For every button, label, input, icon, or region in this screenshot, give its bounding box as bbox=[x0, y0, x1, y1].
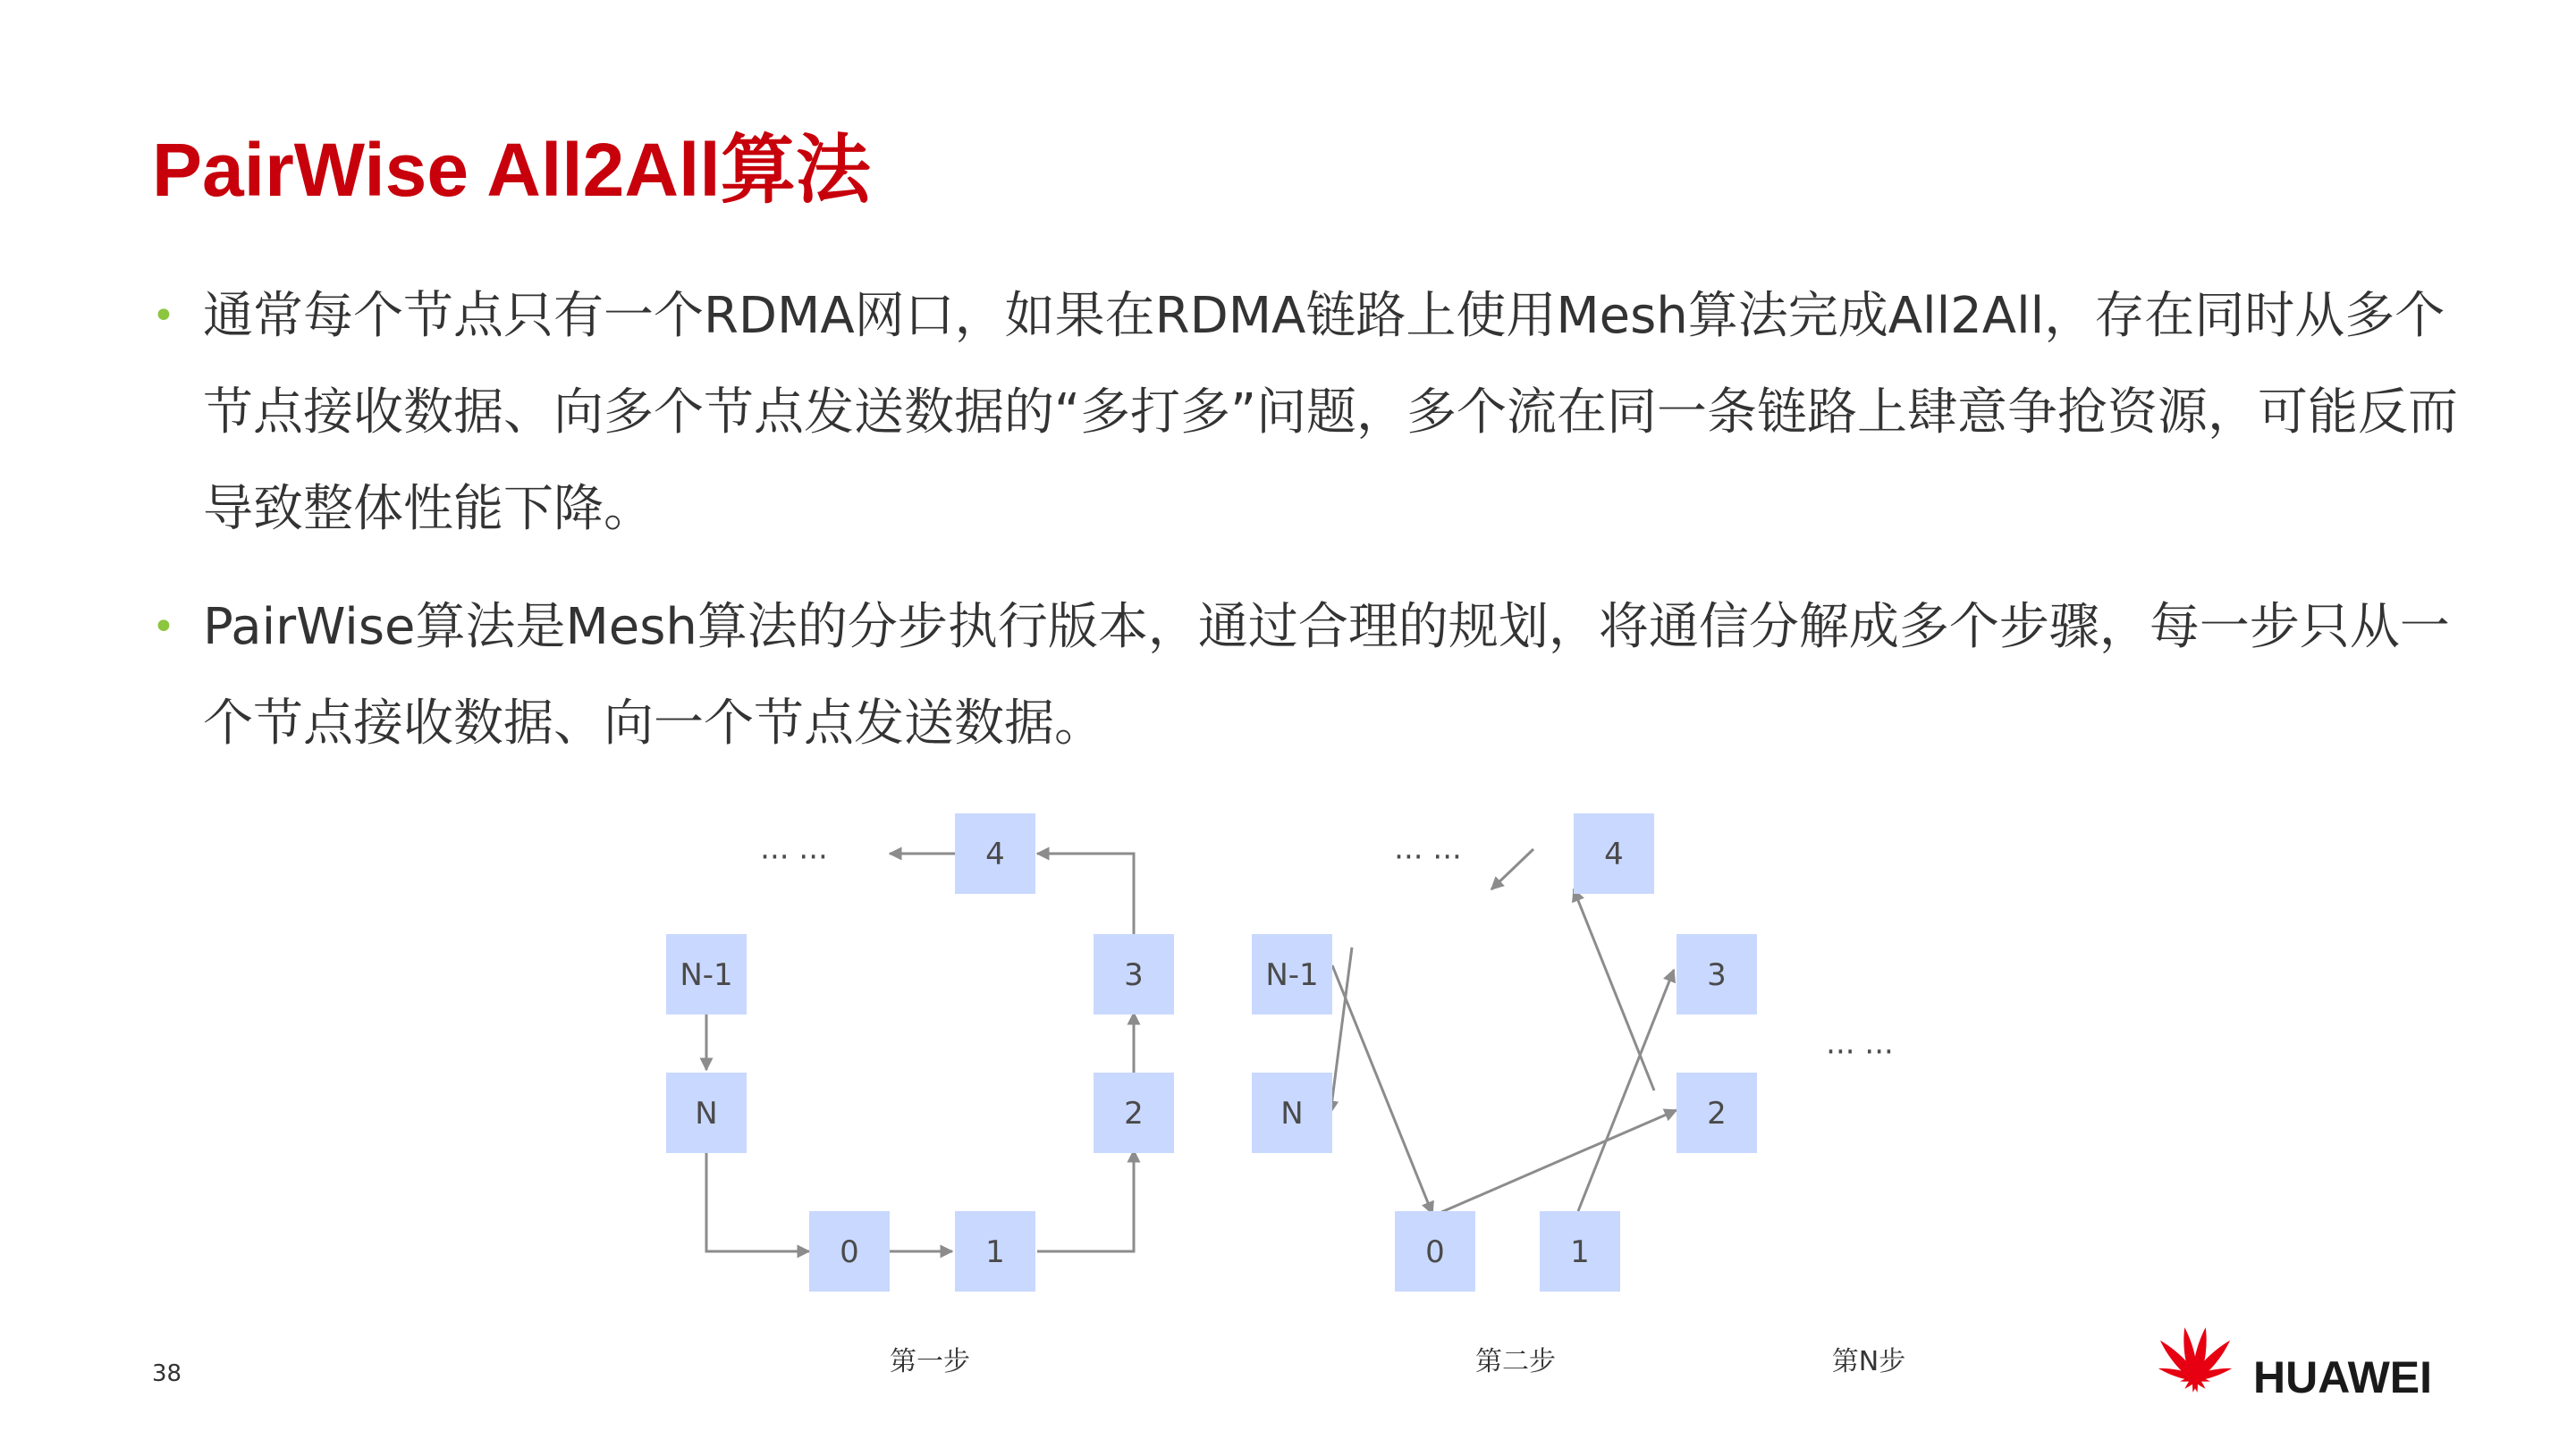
node-1 bbox=[1540, 1211, 1620, 1292]
svg-text:0: 0 bbox=[1425, 1234, 1445, 1270]
svg-text:0: 0 bbox=[840, 1234, 859, 1270]
arrow-2-to-4 bbox=[1574, 889, 1654, 1090]
svg-text:3: 3 bbox=[1707, 957, 1727, 993]
svg-text:4: 4 bbox=[1604, 837, 1624, 872]
node-3 bbox=[1094, 934, 1174, 1014]
arrow-0-to-2 bbox=[1440, 1110, 1677, 1213]
svg-text:N: N bbox=[695, 1096, 718, 1132]
step1-diagram bbox=[666, 813, 1174, 1377]
step2-diagram bbox=[1252, 813, 1757, 1377]
huawei-petals-icon bbox=[2158, 1326, 2233, 1393]
node-1 bbox=[955, 1211, 1035, 1292]
node-4 bbox=[1574, 813, 1654, 894]
svg-text:1: 1 bbox=[985, 1234, 1005, 1270]
node-n-minus-1 bbox=[666, 934, 747, 1014]
arrow-1-to-2 bbox=[1037, 1150, 1134, 1251]
node-n-minus-1 bbox=[1252, 934, 1332, 1014]
stepn-diagram bbox=[1826, 1034, 1905, 1377]
svg-text:2: 2 bbox=[1124, 1096, 1144, 1132]
bullet-text: 通常每个节点只有一个RDMA网口，如果在RDMA链路上使用Mesh算法完成All2All，存在同时从多个节点接收数据、向多个节点发送数据的“多打多”问题，多个流在同一条链路上肆意争抢资源，可能反而导致整体性能下降。 bbox=[203, 287, 2459, 538]
node-3 bbox=[1677, 934, 1757, 1014]
arrow-N-to-0 bbox=[706, 1153, 809, 1251]
node-0 bbox=[1395, 1211, 1475, 1292]
svg-text:N-1: N-1 bbox=[680, 957, 733, 993]
bullet-text: PairWise算法是Mesh算法的分步执行版本，通过合理的规划，将通信分解成多个步骤，每一步只从一个节点接收数据、向一个节点发送数据。 bbox=[203, 598, 2450, 753]
arrow-1-to-3 bbox=[1578, 970, 1674, 1211]
svg-text:N-1: N-1 bbox=[1265, 957, 1319, 993]
page-number: 38 bbox=[152, 1360, 182, 1387]
node-4 bbox=[955, 813, 1035, 894]
node-n bbox=[666, 1073, 747, 1153]
step-label: 第N步 bbox=[1831, 1346, 1906, 1377]
huawei-logo-text: HUAWEI bbox=[2253, 1352, 2432, 1402]
step-label: 第一步 bbox=[890, 1346, 970, 1377]
svg-text:4: 4 bbox=[985, 837, 1005, 872]
node-n bbox=[1252, 1073, 1332, 1153]
bullet-dot-icon: • bbox=[152, 604, 175, 650]
arrow-Nm1-to-0 bbox=[1332, 965, 1432, 1214]
bullet-dot-icon: • bbox=[152, 293, 175, 339]
ellipsis-label: ··· ··· bbox=[760, 839, 828, 875]
arrow-to-ellipsis bbox=[1491, 849, 1533, 889]
page-title: PairWise All2All算法 bbox=[152, 128, 871, 212]
svg-text:3: 3 bbox=[1124, 957, 1144, 993]
node-2 bbox=[1094, 1073, 1174, 1153]
ellipsis-label: ··· ··· bbox=[1394, 839, 1462, 875]
svg-text:N: N bbox=[1280, 1096, 1304, 1132]
svg-text:2: 2 bbox=[1707, 1096, 1727, 1132]
node-2 bbox=[1677, 1073, 1757, 1153]
node-0 bbox=[809, 1211, 890, 1292]
ellipsis-label: ··· ··· bbox=[1826, 1034, 1894, 1070]
svg-text:1: 1 bbox=[1570, 1234, 1590, 1270]
huawei-logo bbox=[2158, 1326, 2432, 1402]
arrow-3-to-4 bbox=[1037, 854, 1134, 934]
step-label: 第二步 bbox=[1475, 1346, 1556, 1377]
